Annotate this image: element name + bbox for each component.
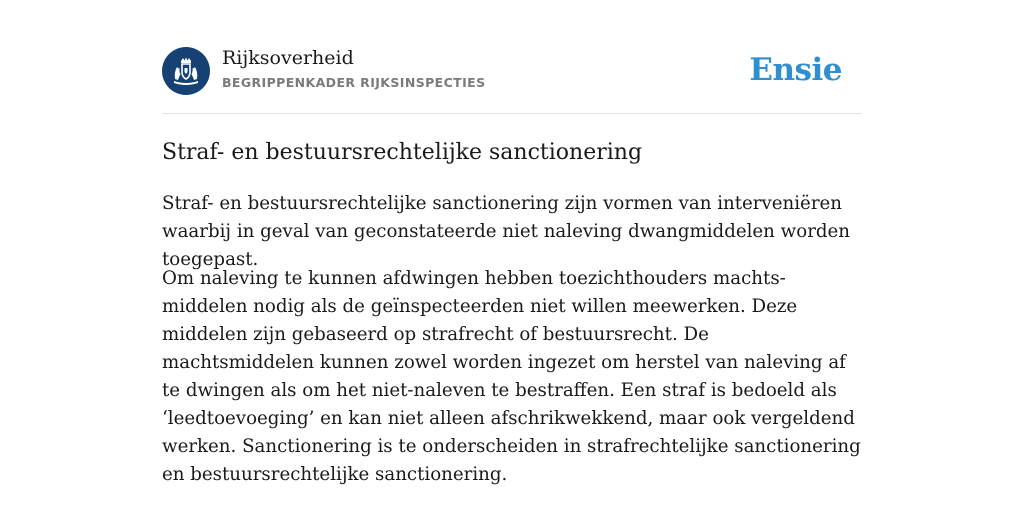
page-title: Straf- en bestuursrechtelijke sanctionering <box>162 140 643 165</box>
header-divider <box>162 113 862 114</box>
header <box>162 47 862 95</box>
definition-paragraph: Straf- en bestuursrechtelijke sanctionering zijn vormen van interveniëren waarbij in geval van geconstateerde niet naleving dwangmiddelen worden toegepast. <box>162 193 851 270</box>
coat-of-arms-icon[interactable] <box>162 47 210 95</box>
ensie-logo-link[interactable]: Ensie <box>749 52 842 88</box>
explanation-paragraph: Om naleving te kunnen afdwingen hebben toezichthouders machts- middelen nodig als de geïnspecteerden niet willen meewerken. Deze middelen zijn gebaseerd op strafrecht of bestuursrecht. De machtsmiddelen kunnen zowel worden ingezet om herstel van naleving af te dwingen als om het niet-naleven te bestraffen. Een straf is bedoeld als ‘leedtoevoeging’ en kan niet alleen afschrikwekkend, maar ook vergeldend werken. Sanctionering is te onderscheiden in strafrechtelijke sanctionering en bestuursrechtelijke sanctionering. <box>162 268 861 485</box>
brand-subtitle: BEGRIPPENKADER RIJKSINSPECTIES <box>222 75 486 90</box>
brand-name: Rijksoverheid <box>222 47 354 69</box>
